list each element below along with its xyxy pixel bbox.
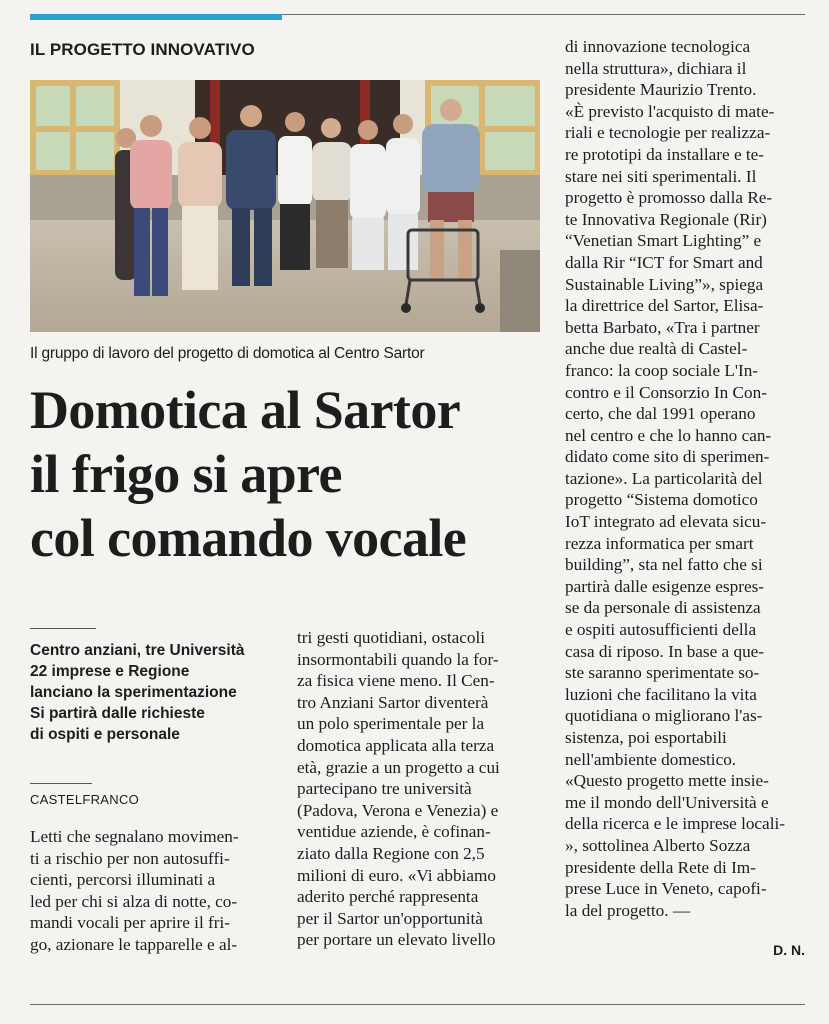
article-line: e ospiti autosufficienti della (565, 620, 757, 640)
article-line: nella struttura», dichiara il (565, 58, 747, 78)
article-line: », sottolinea Alberto Sozza (565, 835, 751, 855)
article-line: di innovazione tecnologica (565, 37, 751, 56)
article-line: rezza informatica per smart (565, 533, 754, 553)
group-photo-illustration (30, 80, 540, 332)
article-line: partirà dalle esigenze espres- (565, 576, 764, 596)
dateline: CASTELFRANCO (30, 792, 140, 807)
article-line: per portare un elevato livello (297, 930, 496, 950)
subheadline-line: Centro anziani, tre Università (30, 642, 245, 659)
section-label: IL PROGETTO INNOVATIVO (30, 40, 255, 59)
dateline-rule (30, 783, 92, 784)
article-line: te Innovativa Regionale (Rir) (565, 209, 767, 229)
article-line: Letti che segnalano movimen- (30, 827, 239, 846)
article-line: milioni di euro. «Vi abbiamo (297, 865, 496, 885)
article-line: Sustainable Living”», spiega (565, 274, 764, 294)
article-line: quotidiana o migliorano l'as- (565, 706, 763, 726)
article-line: «È previsto l'acquisto di mate- (565, 101, 775, 121)
article-line: dalla Rir “ICT for Smart and (565, 252, 763, 272)
article-line: tro Anziani Sartor diventerà (297, 692, 489, 712)
article-line: della ricerca e le imprese locali- (565, 814, 785, 834)
article-line: tri gesti quotidiani, ostacoli (297, 628, 486, 647)
article-line: se da personale di assistenza (565, 598, 761, 618)
subheadline-line: Si partirà dalle richieste (30, 705, 205, 722)
article-line: prese Luce in Veneto, capofi- (565, 879, 767, 899)
article-line: led per chi si alza di notte, co- (30, 891, 238, 911)
subheadline-line: 22 imprese e Regione (30, 663, 190, 680)
article-line: za fisica viene meno. Il Cen- (297, 671, 495, 691)
article-line: casa di riposo. In base a que- (565, 641, 765, 661)
article-line: go, azionare le tapparelle e al- (30, 934, 238, 954)
headline (30, 378, 550, 570)
article-line: anche due realtà di Castel- (565, 339, 748, 359)
article-line: domotica applicata alla terza (297, 735, 495, 755)
article-line: franco: la coop sociale L'In- (565, 360, 759, 380)
article-line: re prototipi da installare e te- (565, 144, 765, 164)
article-line: certo, che dal 1991 operano (565, 404, 756, 424)
article-line: la del progetto. — (565, 900, 691, 920)
article-line: ste saranno sperimentate so- (565, 663, 760, 683)
article-line: “Venetian Smart Lighting” e (565, 231, 762, 251)
photo-caption: Il gruppo di lavoro del progetto di domotica al Centro Sartor (30, 345, 425, 362)
article-line: tazione». La particolarità del (565, 468, 763, 488)
article-line: aderito perché rappresenta (297, 887, 479, 907)
article-line: «Questo progetto mette insie- (565, 771, 769, 791)
article-line: nel centro e che lo hanno can- (565, 425, 772, 445)
article-line: ti a rischio per non autosuffi- (30, 848, 230, 868)
section-accent-bar (30, 14, 282, 20)
article-line: età, grazie a un progetto a cui (297, 757, 500, 777)
article-line: partecipano tre università (297, 779, 472, 799)
subheadline-line: lanciano la sperimentazione (30, 684, 237, 701)
article-line: didato come sito di sperimen- (565, 447, 770, 467)
article-line: insormontabili quando la for- (297, 649, 499, 669)
bottom-rule (30, 1004, 805, 1005)
article-line: la direttrice del Sartor, Elisa- (565, 296, 764, 316)
article-line: betta Barbato, «Tra i partner (565, 317, 760, 337)
article-line: ventidue aziende, è cofinan- (297, 822, 491, 842)
article-line: building”, sta nel fatto che si (565, 555, 763, 575)
article-line: un polo sperimentale per la (297, 714, 485, 734)
article-line: presidente Maurizio Trento. (565, 80, 757, 100)
article-line: stare nei siti sperimentali. Il (565, 166, 757, 186)
author-signature: D. N. (773, 942, 805, 958)
article-column-1 (30, 826, 275, 956)
article-line: IoT integrato ad elevata sicu- (565, 512, 767, 532)
article-line: cienti, percorsi illuminati a (30, 870, 216, 890)
article-line: luzioni che facilitano la vita (565, 684, 757, 704)
group-photo (30, 80, 540, 332)
article-line: progetto è promosso dalla Re- (565, 188, 773, 208)
headline-line: col comando vocale (30, 508, 467, 568)
article-line: nell'ambiente domestico. (565, 749, 737, 769)
article-line: progetto “Sistema domotico (565, 490, 758, 510)
article-line: mandi vocali per aprire il fri- (30, 913, 230, 933)
subheadline-line: di ospiti e personale (30, 726, 180, 743)
article-column-2 (297, 627, 542, 951)
subhead-rule (30, 628, 96, 629)
article-line: contro e il Consorzio In Con- (565, 382, 767, 402)
article-line: riali e tecnologie per realizza- (565, 123, 771, 143)
headline-line: Domotica al Sartor (30, 380, 461, 440)
article-line: per il Sartor un'opportunità (297, 908, 483, 928)
article-line: me il mondo dell'Università e (565, 792, 769, 812)
article-line: sistenza, poi esportabili (565, 728, 727, 747)
subheadline (30, 640, 280, 745)
article-line: presidente della Rete di Im- (565, 857, 756, 877)
article-column-3 (565, 36, 810, 921)
article-line: (Padova, Verona e Venezia) e (297, 800, 499, 820)
article-line: ziato dalla Regione con 2,5 (297, 843, 485, 863)
headline-line: il frigo si apre (30, 444, 342, 504)
